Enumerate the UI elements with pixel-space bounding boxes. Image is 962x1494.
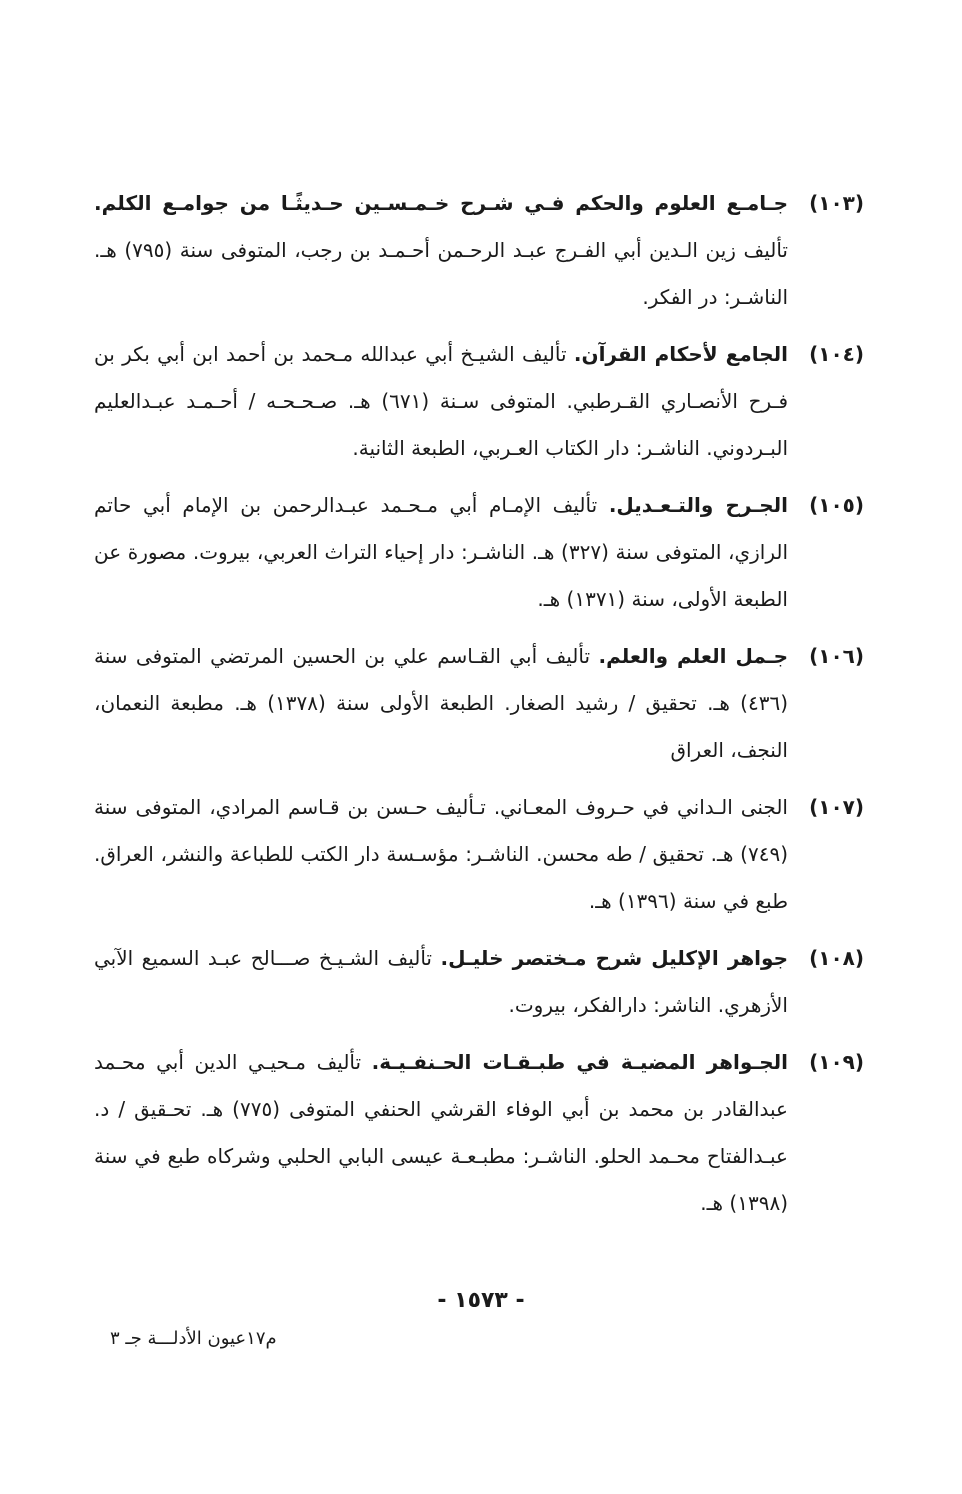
bibliography-entry-108 — [94, 935, 864, 1029]
bibliography-entry-107 — [94, 784, 864, 925]
bibliography-entry-104 — [94, 331, 864, 472]
entry-body — [94, 784, 788, 925]
entry-text: تأليف الشيـخ أبي عبدالله مـحمد بن أحمد ابن أبي بكر بن فـرح الأنصـاري القـرطبي. المتوفى سـنة (٦٧١) هـ. صـحـحـه / أحـمـد عبـدالعليم البـردوني. الناشـر: دار الكتاب العـربي، الطبعة الثانية. — [94, 342, 788, 460]
entry-text: تأليف زين الـدين أبي الفـرج عبـد الرحـمن أحـمـد بن رجب، المتوفى سنة (٧٩٥) هـ. الناشـر: در الفكر. — [94, 238, 788, 309]
entry-title: الجـواهر المضيـة في طبـقـات الحـنفـيـة. — [371, 1050, 788, 1074]
entry-text: الجنى الـداني في حـروف المعـاني. تـأليف حـسن بن قـاسم المرادي، المتوفى سنة (٧٤٩) هـ. تحقيق / طه محسن. الناشـر: مؤسـسة دار الكتب للطباعة والنشر، العراق. طبع في سنة (١٣٩٦) هـ. — [94, 795, 788, 913]
bibliography-entry-106 — [94, 633, 864, 774]
entry-body — [94, 180, 788, 321]
entry-number: (١٠٤) — [809, 342, 864, 366]
entry-text: تأليف الشـيـخ صـــالح عبـد السميع الآبي الأزهري. الناشر: دارالفكر، بيروت. — [94, 946, 788, 1017]
entry-title: جـمل العلم والعلم. — [598, 644, 789, 668]
entry-number: (١٠٧) — [809, 795, 864, 819]
entry-body — [94, 331, 788, 472]
entry-body — [94, 482, 788, 623]
entry-text: تأليف أبي القـاسم علي بن الحسين المرتضي المتوفى سنة (٤٣٦) هـ. تحقيق / رشيد الصغار. الطبعة الأولى سنة (١٣٧٨) هـ. مطبعة النعمان، النجف، العراق — [94, 644, 788, 762]
entry-body — [94, 1039, 788, 1227]
entry-number: (١٠٣) — [809, 191, 864, 215]
printer-signature: م١٧عيون الأدلـــة جـ ٣ — [110, 1328, 277, 1349]
page-number: - ١٥٧٣ - — [437, 1288, 525, 1313]
bibliography-entry-105 — [94, 482, 864, 623]
entry-text: تأليف الإمـام أبي مـحـمد عبـدالرحمن بن الإمام أبي حاتم الرازي، المتوفى سنة (٣٢٧) هـ. الناشـر: دار إحياء التراث العربي، بيروت. مصورة عن الطبعة الأولى، سنة (١٣٧١) هـ. — [94, 493, 788, 611]
entry-number: (١٠٨) — [809, 946, 864, 970]
entry-title: الجامع لأحكام القرآن. — [573, 342, 789, 366]
entry-text: تأليف مـحيـي الدين أبي محـمد عبدالقادر بن محمد بن أبي الوفاء القرشي الحنفي المتوفى (٧٧٥) هـ. تحـقيق / د. عبـدالفتاح محـمد الحلو. الناشـر: مطبـعـة عيسى البابي الحلبي وشركاه طبع في سنة (١٣٩٨) هـ. — [94, 1050, 788, 1215]
entry-title: الجـرح والتـعـديل. — [608, 493, 788, 517]
bibliography-list — [94, 180, 864, 1227]
entry-number: (١٠٩) — [809, 1050, 864, 1074]
entry-body — [94, 935, 788, 1029]
entry-number: (١٠٦) — [809, 644, 864, 668]
entry-title: جواهر الإكليل شرح مـختصر خليـل. — [440, 946, 788, 970]
entry-number: (١٠٥) — [809, 493, 864, 517]
bibliography-entry-109 — [94, 1039, 864, 1227]
entry-body — [94, 633, 788, 774]
entry-title: جـامـع العلوم والحكم فـي شـرح خـمـسـين حـديثًـا من جوامـع الكلم. — [94, 191, 788, 215]
bibliography-entry-103 — [94, 180, 864, 321]
